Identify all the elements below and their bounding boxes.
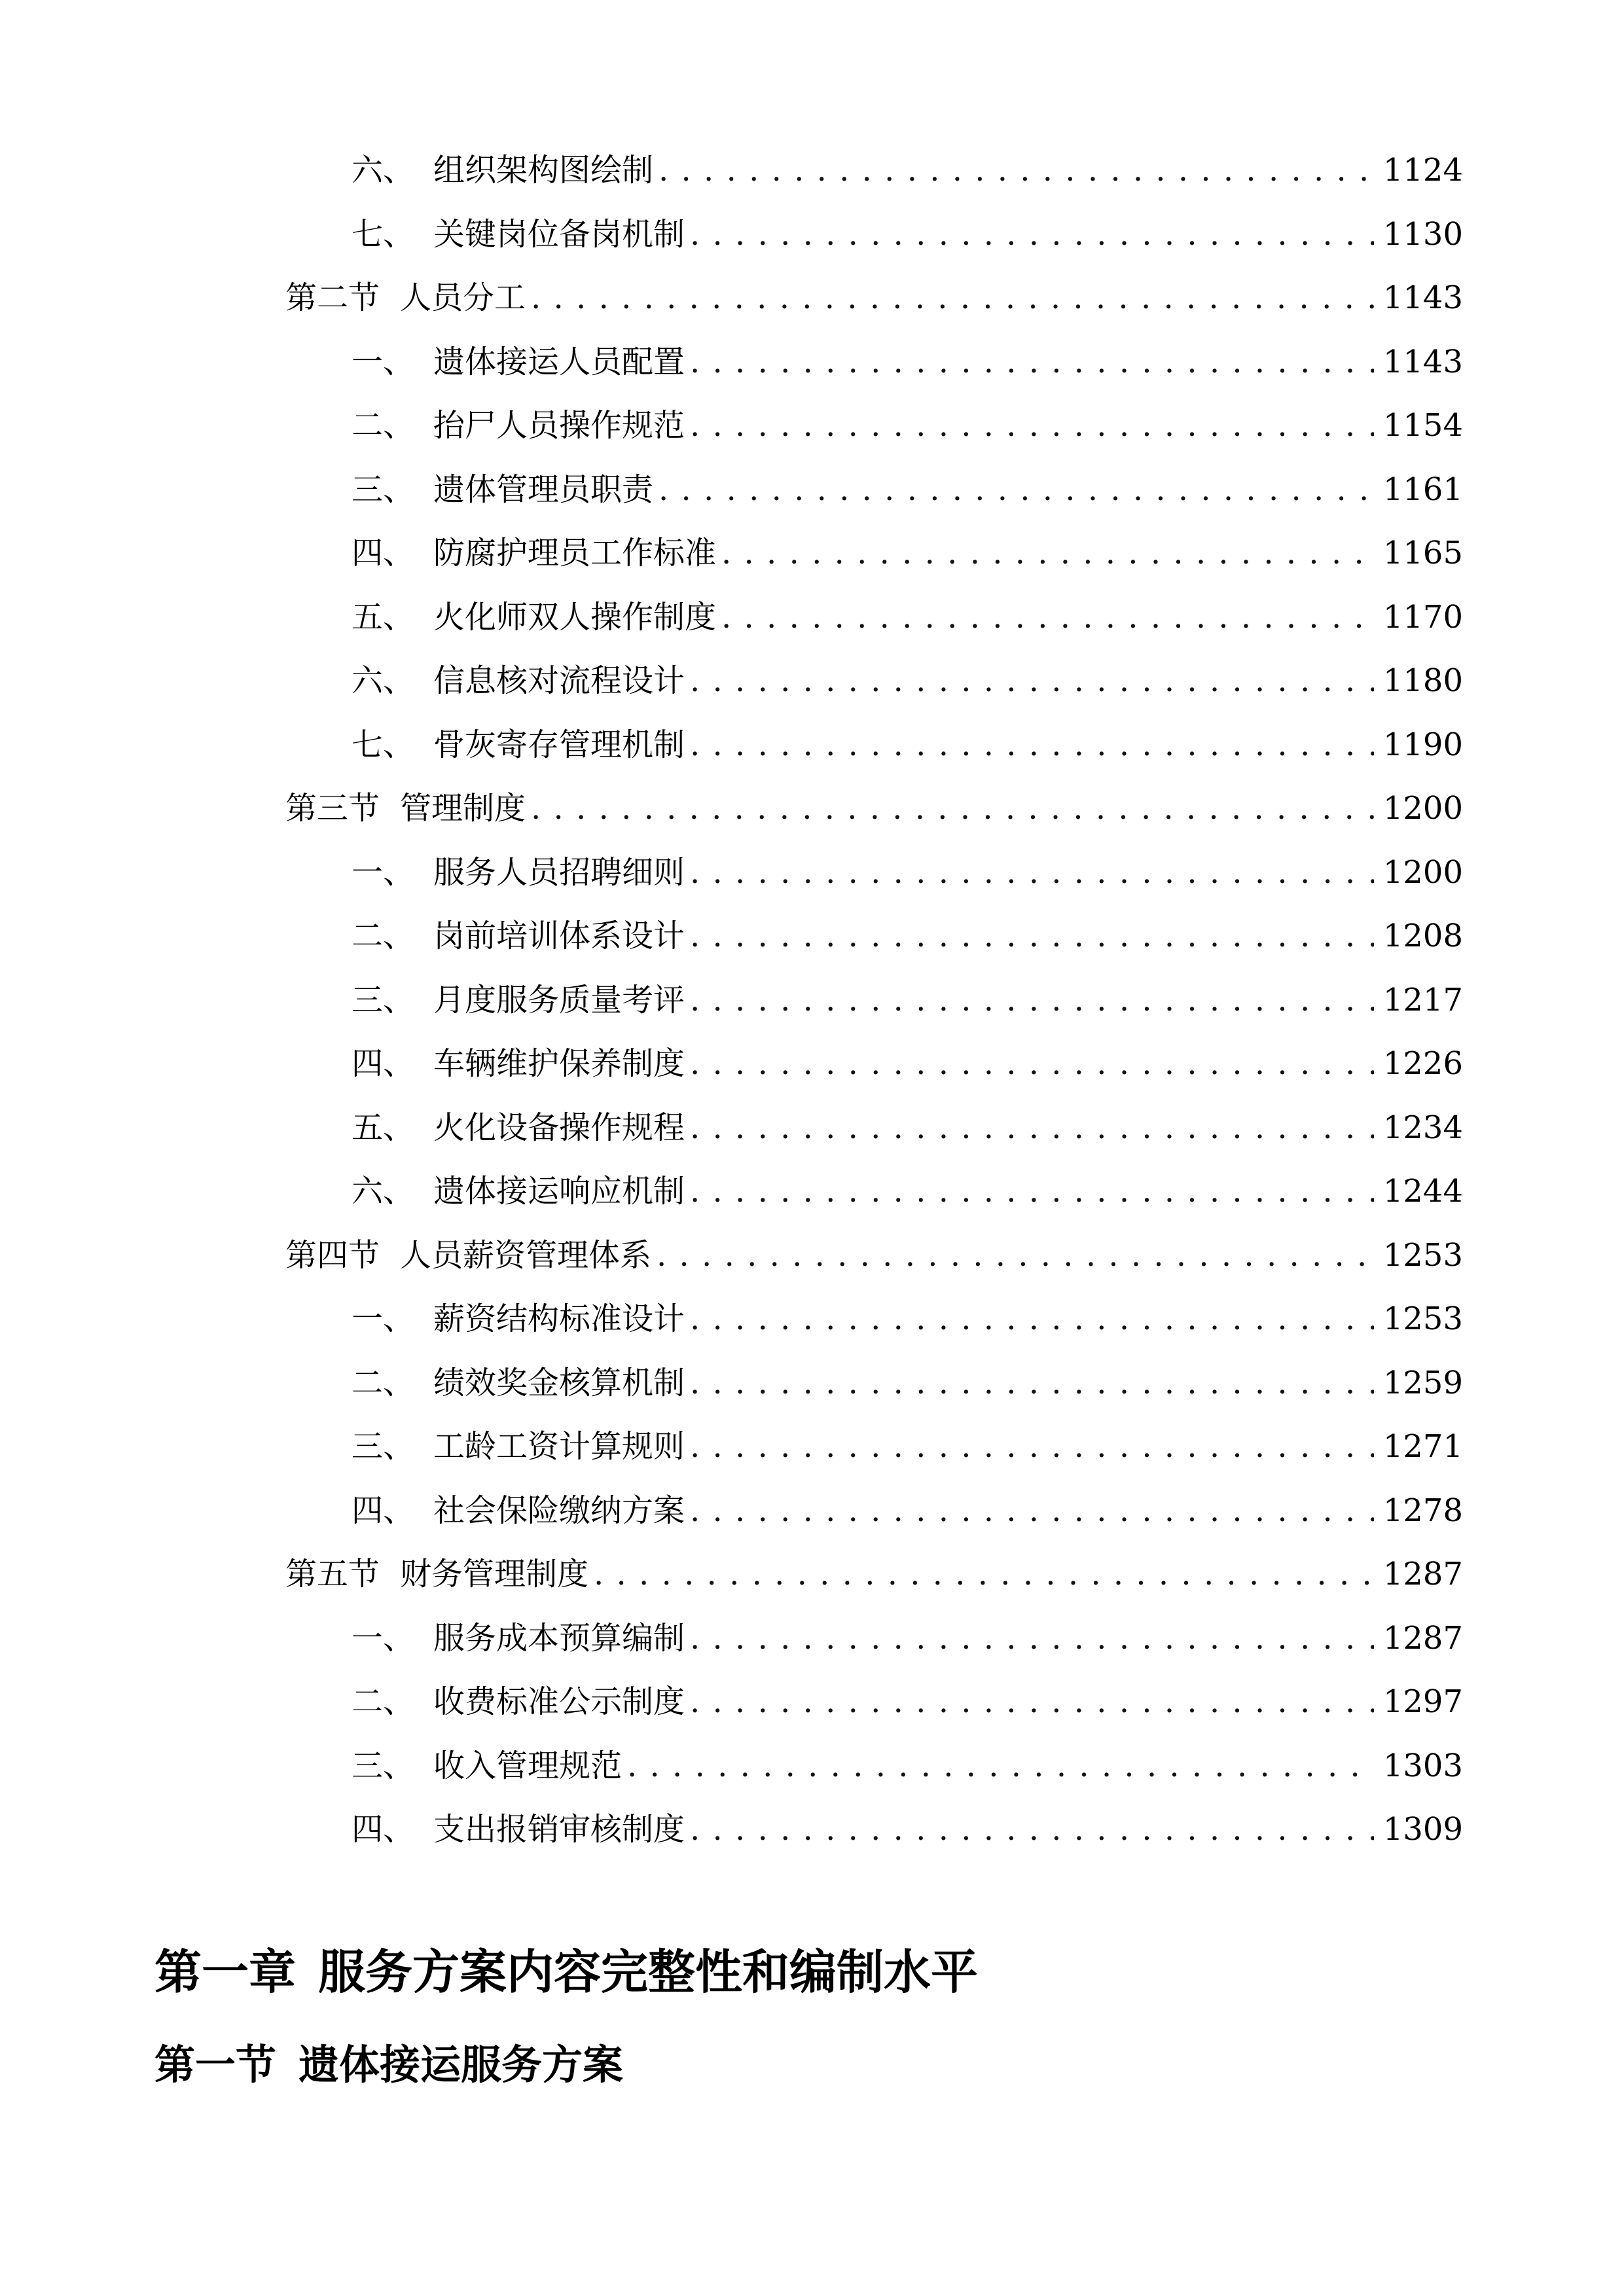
- toc-entry-number: 第四节: [285, 1237, 380, 1274]
- toc-entry-title: 火化设备操作规程: [433, 1109, 685, 1146]
- toc-entry-title: 骨灰寄存管理机制: [433, 726, 685, 763]
- toc-item-entry[interactable]: [352, 1740, 1463, 1792]
- toc-entry-number: 二、: [352, 1365, 415, 1401]
- toc-entry-page: 1200: [1382, 854, 1463, 891]
- toc-item-entry[interactable]: [352, 655, 1463, 707]
- toc-leader-dots: [690, 1357, 1374, 1409]
- toc-entry-page: 1170: [1382, 599, 1463, 636]
- toc-leader-dots: [690, 1102, 1374, 1154]
- toc-entry-number: 第二节: [285, 279, 380, 316]
- toc-leader-dots: [657, 1229, 1374, 1282]
- toc-entry-number: 一、: [352, 854, 415, 891]
- toc-item-entry[interactable]: [352, 1293, 1463, 1345]
- toc-entry-number: 二、: [352, 407, 415, 444]
- toc-entry-title: 火化师双人操作制度: [433, 599, 717, 636]
- chapter-title: 服务方案内容完整性和编制水平: [318, 1944, 979, 2000]
- toc-leader-dots: [690, 336, 1374, 388]
- toc-entry-title: 收费标准公示制度: [433, 1683, 685, 1720]
- toc-entry-number: 四、: [352, 1811, 415, 1848]
- toc-entry-page: 1200: [1382, 790, 1463, 827]
- toc-entry-page: 1154: [1382, 407, 1463, 444]
- toc-leader-dots: [690, 910, 1374, 962]
- toc-item-entry[interactable]: [352, 144, 1463, 196]
- toc-entry-page: 1143: [1382, 279, 1463, 316]
- toc-entry-page: 1124: [1382, 152, 1463, 188]
- toc-entry-page: 1278: [1382, 1492, 1463, 1529]
- toc-entry-page: 1217: [1382, 982, 1463, 1018]
- toc-item-entry[interactable]: [352, 1612, 1463, 1664]
- toc-section-entry[interactable]: [285, 1229, 1463, 1282]
- toc-entry-title: 人员分工: [400, 279, 526, 316]
- toc-entry-page: 1190: [1382, 726, 1463, 763]
- toc-entry-title: 月度服务质量考评: [433, 982, 685, 1018]
- toc-item-entry[interactable]: [352, 527, 1463, 579]
- toc-item-entry[interactable]: [352, 1037, 1463, 1090]
- section-title: 遗体接运服务方案: [298, 2041, 624, 2089]
- section-number: 第一节: [154, 2041, 277, 2089]
- toc-item-entry[interactable]: [352, 910, 1463, 962]
- toc-leader-dots: [531, 782, 1374, 834]
- toc-leader-dots: [690, 1293, 1374, 1345]
- toc-item-entry[interactable]: [352, 591, 1463, 643]
- toc-entry-title: 防腐护理员工作标准: [433, 535, 717, 571]
- toc-section-entry[interactable]: [285, 782, 1463, 834]
- toc-leader-dots: [690, 1420, 1374, 1473]
- toc-leader-dots: [690, 974, 1374, 1026]
- toc-entry-title: 社会保险缴纳方案: [433, 1492, 685, 1529]
- toc-leader-dots: [690, 719, 1374, 771]
- toc-leader-dots: [531, 272, 1374, 324]
- toc-entry-number: 七、: [352, 726, 415, 763]
- chapter-heading: [154, 1939, 978, 2005]
- chapter-number: 第一章: [154, 1944, 297, 2000]
- toc-item-entry[interactable]: [352, 1803, 1463, 1856]
- toc-leader-dots: [721, 527, 1374, 579]
- toc-entry-page: 1287: [1382, 1620, 1463, 1657]
- toc-entry-number: 六、: [352, 152, 415, 188]
- toc-leader-dots: [627, 1740, 1374, 1792]
- toc-entry-page: 1226: [1382, 1045, 1463, 1082]
- toc-entry-number: 三、: [352, 1428, 415, 1465]
- toc-entry-page: 1161: [1382, 471, 1463, 508]
- toc-entry-title: 收入管理规范: [433, 1748, 623, 1784]
- toc-entry-title: 服务成本预算编制: [433, 1620, 685, 1657]
- toc-entry-page: 1271: [1382, 1428, 1463, 1465]
- toc-leader-dots: [690, 1612, 1374, 1664]
- toc-entry-page: 1130: [1382, 216, 1463, 253]
- toc-entry-number: 第三节: [285, 790, 380, 827]
- toc-entry-number: 五、: [352, 1109, 415, 1146]
- toc-entry-number: 二、: [352, 1683, 415, 1720]
- toc-item-entry[interactable]: [352, 208, 1463, 260]
- toc-entry-title: 绩效奖金核算机制: [433, 1365, 685, 1401]
- toc-entry-title: 遗体接运人员配置: [433, 344, 685, 380]
- toc-entry-number: 四、: [352, 1492, 415, 1529]
- toc-leader-dots: [659, 144, 1374, 196]
- toc-item-entry[interactable]: [352, 1484, 1463, 1537]
- toc-entry-title: 抬尸人员操作规范: [433, 407, 685, 444]
- section-heading: [154, 2036, 623, 2094]
- toc-entry-page: 1303: [1382, 1748, 1463, 1784]
- toc-entry-page: 1208: [1382, 918, 1463, 954]
- toc-leader-dots: [659, 463, 1374, 516]
- toc-leader-dots: [690, 1676, 1374, 1728]
- toc-item-entry[interactable]: [352, 1676, 1463, 1728]
- toc-entry-number: 六、: [352, 662, 415, 699]
- toc-entry-number: 第五节: [285, 1556, 380, 1592]
- toc-item-entry[interactable]: [352, 1357, 1463, 1409]
- toc-item-entry[interactable]: [352, 463, 1463, 516]
- toc-entry-number: 三、: [352, 471, 415, 508]
- toc-entry-page: 1143: [1382, 344, 1463, 380]
- toc-section-entry[interactable]: [285, 272, 1463, 324]
- toc-entry-title: 管理制度: [400, 790, 526, 827]
- toc-item-entry[interactable]: [352, 719, 1463, 771]
- toc-item-entry[interactable]: [352, 1102, 1463, 1154]
- toc-leader-dots: [721, 591, 1374, 643]
- toc-leader-dots: [594, 1548, 1374, 1600]
- toc-leader-dots: [690, 399, 1374, 452]
- toc-entry-title: 工龄工资计算规则: [433, 1428, 685, 1465]
- toc-entry-title: 信息核对流程设计: [433, 662, 685, 699]
- toc-entry-page: 1244: [1382, 1173, 1463, 1210]
- toc-entry-page: 1259: [1382, 1365, 1463, 1401]
- toc-entry-title: 薪资结构标准设计: [433, 1300, 685, 1337]
- toc-entry-page: 1180: [1382, 662, 1463, 699]
- toc-leader-dots: [690, 1037, 1374, 1090]
- toc-entry-title: 遗体管理员职责: [433, 471, 654, 508]
- toc-entry-number: 二、: [352, 918, 415, 954]
- toc-item-entry[interactable]: [352, 336, 1463, 388]
- toc-entry-number: 三、: [352, 982, 415, 1018]
- toc-leader-dots: [690, 1484, 1374, 1537]
- toc-entry-page: 1253: [1382, 1237, 1463, 1274]
- toc-leader-dots: [690, 655, 1374, 707]
- toc-entry-number: 一、: [352, 1620, 415, 1657]
- toc-entry-title: 遗体接运响应机制: [433, 1173, 685, 1210]
- toc-leader-dots: [690, 846, 1374, 899]
- toc-entry-number: 四、: [352, 535, 415, 571]
- toc-entry-number: 一、: [352, 1300, 415, 1337]
- toc-entry-title: 岗前培训体系设计: [433, 918, 685, 954]
- toc-item-entry[interactable]: [352, 1165, 1463, 1217]
- toc-entry-page: 1253: [1382, 1300, 1463, 1337]
- toc-entry-number: 四、: [352, 1045, 415, 1082]
- toc-item-entry[interactable]: [352, 846, 1463, 899]
- toc-entry-number: 七、: [352, 216, 415, 253]
- toc-entry-number: 一、: [352, 344, 415, 380]
- toc-entry-title: 组织架构图绘制: [433, 152, 654, 188]
- toc-item-entry[interactable]: [352, 399, 1463, 452]
- toc-leader-dots: [690, 1803, 1374, 1856]
- toc-entry-title: 支出报销审核制度: [433, 1811, 685, 1848]
- toc-entry-title: 关键岗位备岗机制: [433, 216, 685, 253]
- toc-item-entry[interactable]: [352, 974, 1463, 1026]
- toc-entry-number: 六、: [352, 1173, 415, 1210]
- toc-entry-title: 服务人员招聘细则: [433, 854, 685, 891]
- toc-entry-page: 1287: [1382, 1556, 1463, 1592]
- toc-entry-title: 人员薪资管理体系: [400, 1237, 652, 1274]
- toc-entry-title: 财务管理制度: [400, 1556, 589, 1592]
- toc-entry-page: 1234: [1382, 1109, 1463, 1146]
- toc-entry-page: 1165: [1382, 535, 1463, 571]
- toc-leader-dots: [690, 208, 1374, 260]
- toc-entry-number: 三、: [352, 1748, 415, 1784]
- toc-section-entry[interactable]: [285, 1548, 1463, 1600]
- toc-entry-page: 1309: [1382, 1811, 1463, 1848]
- toc-entry-title: 车辆维护保养制度: [433, 1045, 685, 1082]
- toc-entry-number: 五、: [352, 599, 415, 636]
- toc-item-entry[interactable]: [352, 1420, 1463, 1473]
- toc-leader-dots: [690, 1165, 1374, 1217]
- toc-entry-page: 1297: [1382, 1683, 1463, 1720]
